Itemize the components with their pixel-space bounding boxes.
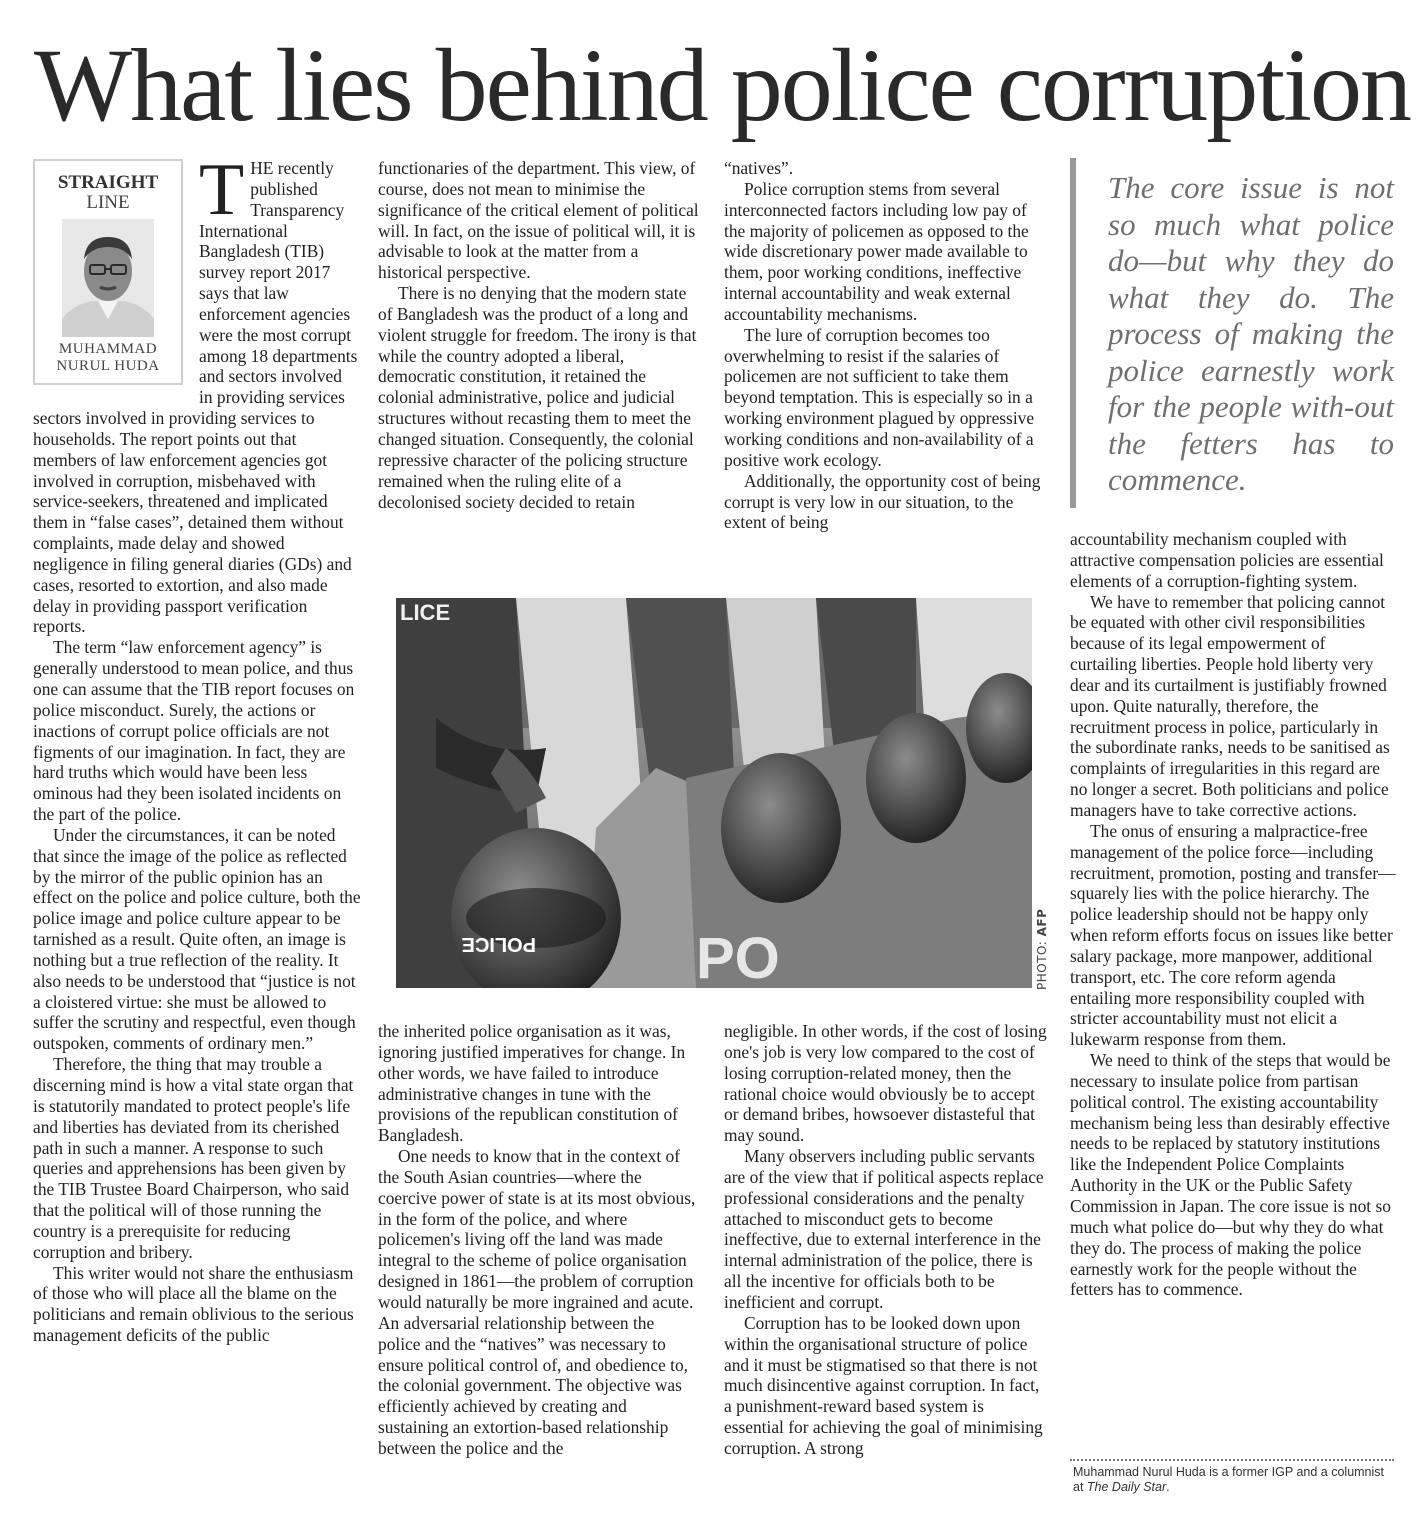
article-column-3-bottom bbox=[724, 1021, 1048, 1498]
article-paragraph: “natives”. bbox=[724, 158, 794, 178]
article-column-3-top bbox=[724, 158, 1048, 578]
photo-credit bbox=[1035, 908, 1055, 990]
photo-credit-label: PHOTO: bbox=[1035, 940, 1049, 990]
article-column-4 bbox=[1070, 529, 1396, 1454]
article-paragraph: the inherited police organisation as it was, ignoring justified imperatives for change. In other words, we have failed to introduce administrative changes in tune with the provisions of the republican constitution of Bangladesh. bbox=[378, 1021, 686, 1146]
article-paragraph: negligible. In other words, if the cost of losing one's job is very low compared to the cost of losing corruption-related money, then the rational choice would obviously be to accept or demand bribes, howsoever distasteful that may sound. bbox=[724, 1021, 1047, 1146]
article-paragraph: The onus of ensuring a malpractice-free management of the police force—including recruitment, promotion, posting and transfer—squarely lies with the police hierarchy. The police leadership should not be happy only when reform efforts focus on issues like better salary package, more manpower, additional transport, etc. The core reform agenda entailing more responsibility coupled with stricter accountability must not elicit a lukewarm response from them. bbox=[1070, 820, 1396, 1050]
article-paragraph: Many observers including public servants are of the view that if political aspects replace professional considerations and the penalty attached to misconduct gets to become ineffective, due to external interference in the internal administration of the police, there is all the incentive for officials both to be inefficient and corrupt. bbox=[724, 1146, 1044, 1312]
footer-divider bbox=[1070, 1459, 1394, 1461]
article-paragraph: There is no denying that the modern state of Bangladesh was the product of a long and violent struggle for freedom. The irony is that while the country adopted a liberal, democratic constitution, it retained the colonial administrative, police and judicial structures without recasting them to meet the changed situation. Consequently, the colonial repressive character of the policing structure remained when the ruling elite of a decolonised society decided to retain bbox=[378, 283, 697, 512]
photo-shield-text: PO bbox=[696, 926, 780, 988]
article-paragraph: Under the circumstances, it can be noted that since the image of the police as reflected by the mirror of the public opinion has an effect on the police and police culture, both the police image and police culture appear to be tarnished as a result. Quite often, an image is nothing but a true reflection of the reality. It also needs to be understood that “justice is not a cloistered virtue: she must be allowed to suffer the scrutiny and respectful, even though outspoken, comments of ordinary men.” bbox=[33, 824, 361, 1054]
pull-quote bbox=[1070, 158, 1394, 508]
article-paragraph: functionaries of the department. This view, of course, does not mean to minimise the significance of the critical element of political will. In fact, on the issue of political will, it is advisable to look at the matter from a historical perspective. bbox=[378, 158, 699, 283]
article-paragraph: We have to remember that policing cannot be equated with other civil responsibilities because of its legal empowerment of curtailing liberties. People hold liberty very dear and its curtailment is justifiably frowned upon. Quite naturally, therefore, the recruitment process in police, particularly in the subordinate ranks, needs to be sanitised as complaints of irregularities in this regard are no longer a secret. Both politicians and police managers have to take corrective actions. bbox=[1070, 591, 1390, 820]
headline: What lies behind police corruption bbox=[34, 28, 1411, 143]
author-first-name: MUHAMMAD bbox=[58, 341, 158, 357]
article-column-1-continued bbox=[33, 158, 363, 1498]
column-label: STRAIGHT bbox=[57, 172, 159, 193]
article-column-2-top bbox=[378, 158, 700, 578]
article-paragraph: Police corruption stems from several interconnected factors including low pay of the majority of policemen as opposed to the wide discretionary power made available to them, poor working conditions, ineffective internal accountability and weak external accountability mechanisms. bbox=[724, 178, 1029, 324]
photo-banner-text: LICE bbox=[400, 600, 451, 625]
article-paragraph: One needs to know that in the context of the South Asian countries—where the coercive power of state is at its most obvious, in the form of the police, and where policemen's living off the land was made integral to the scheme of police organisation designed in 1861—the problem of corruption would naturally be more ingrained and acute. An adversarial relationship between the police and the “natives” was necessary to ensure political control of, and obedience to, the colonial government. The objective was efficiently achieved by creating and sustaining an extortion-based relationship between the police and the bbox=[378, 1146, 696, 1458]
author-footnote-text: Muhammad Nurul Huda is a former IGP and a columnist at bbox=[1073, 1465, 1385, 1494]
author-footnote-end: . bbox=[1166, 1480, 1170, 1494]
article-paragraph: The term “law enforcement agency” is generally understood to mean police, and thus one can assume that the TIB report focuses on police misconduct. Surely, the actions or inactions of corrupt police officials are not figments of our imagination. In fact, they are hard truths which would have been less ominous had they been isolated incidents on the part of the police. bbox=[33, 637, 355, 825]
article-paragraph: The lure of corruption becomes too overwhelming to resist if the salaries of policemen are not sufficient to take them beyond temptation. This is especially so in a working environment plagued by oppressive working conditions and non-availability of a positive work ecology. bbox=[724, 324, 1035, 470]
pull-quote-text: The core issue is not so much what police do—but why they do what they do. The process of making the police earnestly work for the people with-out the fetters has to commence. bbox=[1108, 170, 1394, 497]
article-paragraph: Corruption has to be looked down upon within the organisational structure of police and it must be stigmatised so that there is not much disincentive against corruption. In fact, a punishment-reward based system is essential for achieving the goal of minimising corruption. A strong bbox=[724, 1312, 1043, 1458]
photo-helmet-text: POLICE bbox=[461, 933, 536, 955]
article-paragraph: sectors involved in providing services to households. The report points out that members of law enforcement agencies got involved in corruption, misbehaved with service-seekers, threatened and implicated them in “false cases”, detained them without complaints, made delay and showed negligence in filing general diaries (GDs) and cases, resorted to extortion, and also made delay in providing passport verification reports. bbox=[33, 408, 352, 637]
author-footnote bbox=[1073, 1465, 1395, 1495]
article-paragraph: accountability mechanism coupled with attractive compensation policies are essential elements of a corruption-fighting system. bbox=[1070, 529, 1384, 591]
article-paragraph: Therefore, the thing that may trouble a discerning mind is how a vital state organ that is statutorily mandated to protect people's life and liberties has deviated from its cherished path in such a manner. A response to such queries and apprehensions has been given by the TIB Trustee Board Chairperson, who said that the political will of those running the country is a prerequisite for reducing corruption and bribery. bbox=[33, 1054, 354, 1262]
column-label-sub: LINE bbox=[86, 192, 130, 213]
article-paragraph: Additionally, the opportunity cost of being corrupt is very low in our situation, to the extent of being bbox=[724, 470, 1041, 533]
article-paragraph: This writer would not share the enthusiasm of those who will place all the blame on the politicians and remain oblivious to the serious management deficits of the public bbox=[33, 1262, 354, 1346]
author-last-name: NURUL HUDA bbox=[56, 358, 160, 374]
article-intro-paragraph: HE recently published Transparency International Bangladesh (TIB) survey report 2017 says that law enforcement agencies were the most corrupt among 18 departments and sectors involved in providing services bbox=[199, 158, 358, 408]
article-paragraph: We need to think of the steps that would be necessary to insulate police from partisan political control. The existing accountability mechanism being less than desirably effective needs to be replaced by statutory institutions like the Independent Police Complaints Authority in the UK or the Public Safety Commission in Japan. The core issue is not so much what police do—but why they do what they do. The process of making the police earnestly work for the people without the fetters has to commence. bbox=[1070, 1050, 1391, 1300]
publication-name: The Daily Star bbox=[1086, 1480, 1167, 1494]
article-column-2-bottom bbox=[378, 1021, 700, 1498]
article-photo-riot-police bbox=[396, 598, 1032, 988]
drop-cap: T bbox=[199, 158, 245, 231]
photo-credit-source: AFP bbox=[1035, 908, 1049, 937]
